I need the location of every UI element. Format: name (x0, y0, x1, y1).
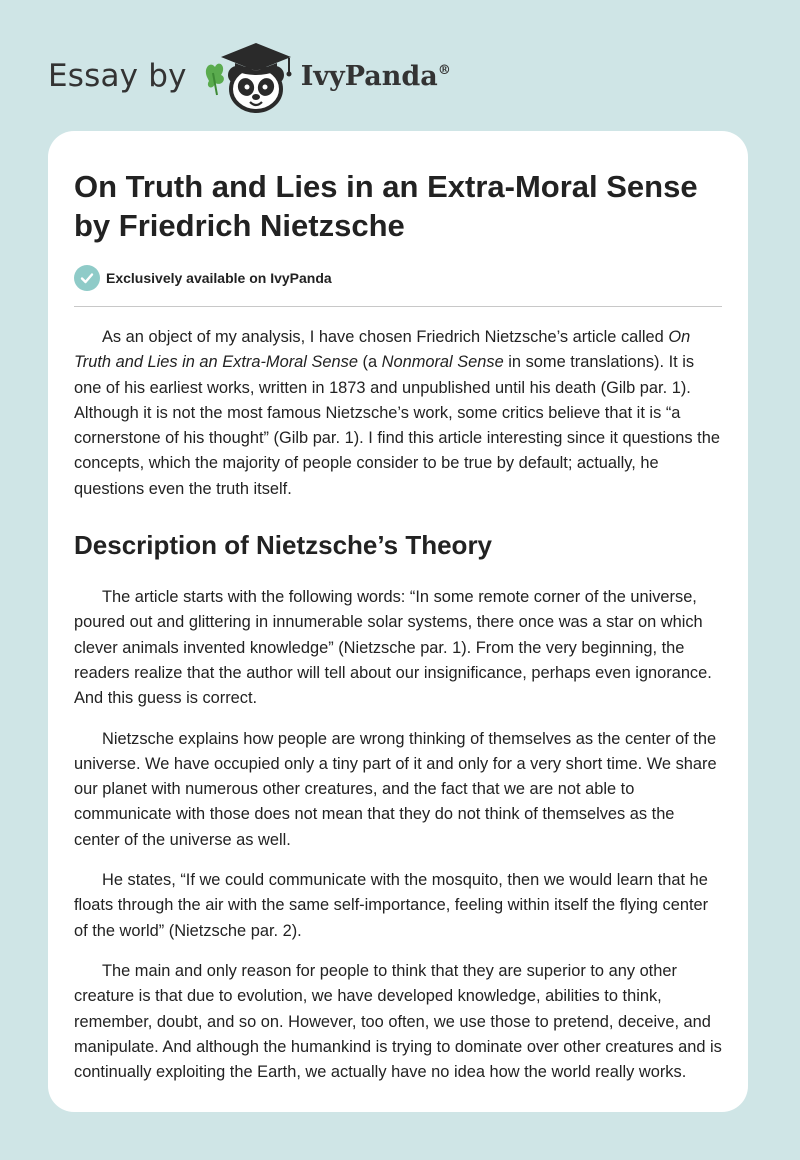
section-heading: Description of Nietzsche’s Theory (74, 530, 493, 561)
check-circle-icon (74, 265, 100, 291)
exclusive-badge (74, 265, 722, 291)
body-paragraph: The main and only reason for people to think that they are superior to any other creature is that due to evolution, we have developed knowledge, abilities to think, remember, doubt, and so on. However, too often, we use those to pretend, deceive, and manipulate. And although the humankind is trying to dominate over other creatures and is continually exploiting the Earth, we actually have no idea how the world really works. (74, 961, 722, 1082)
registered-mark: ® (437, 62, 451, 78)
body-paragraph: The article starts with the following words: “In some remote corner of the universe, poured out and glittering in innumerable solar systems, there once was a star on which clever animals invented knowledge” (Nietzsche par. 1). From the very beginning, the readers realize that the author will tell about our insignificance, perhaps even ignorance. And this guess is correct. (74, 588, 712, 708)
brand-name[interactable]: IvyPanda® (300, 60, 451, 92)
essay-card (48, 131, 748, 1112)
essay-by-label: Essay by (48, 58, 187, 94)
body-paragraph: He states, “If we could communicate with the mosquito, then we would learn that he floats through the air with the same self-importance, feeling within itself the flying center of the world” (Nietzsche par. 2). (74, 871, 709, 940)
body-paragraph: Nietzsche explains how people are wrong thinking of themselves as the center of the universe. We have occupied only a tiny part of it and only for a very short time. We share our planet with numerous other creatures, and the fact that we are not able to communicate with those does not mean that they do not think of themselves as the center of the universe as well. (74, 729, 717, 849)
divider (74, 306, 722, 307)
intro-paragraph: As an object of my analysis, I have chosen Friedrich Nietzsche’s article called On Truth and Lies in an Extra-Moral Sense (a Nonmoral Sense in some translations). It is one of his earliest works, written in 1873 and unpublished until his death (Gilb par. 1). Although it is not the most famous Nietzsche’s work, some critics believe that it is “a cornerstone of his thought” (Gilb par. 1). I find this article interesting since it questions the concepts, which the majority of people consider to be true by default; actually, he questions even the truth itself. (74, 328, 720, 498)
panda-graduate-logo-icon[interactable] (201, 37, 297, 115)
essay-title: On Truth and Lies in an Extra-Moral Sense by Friedrich Nietzsche (74, 169, 698, 243)
badge-label: Exclusively available on IvyPanda (106, 270, 332, 286)
site-header (48, 36, 451, 116)
